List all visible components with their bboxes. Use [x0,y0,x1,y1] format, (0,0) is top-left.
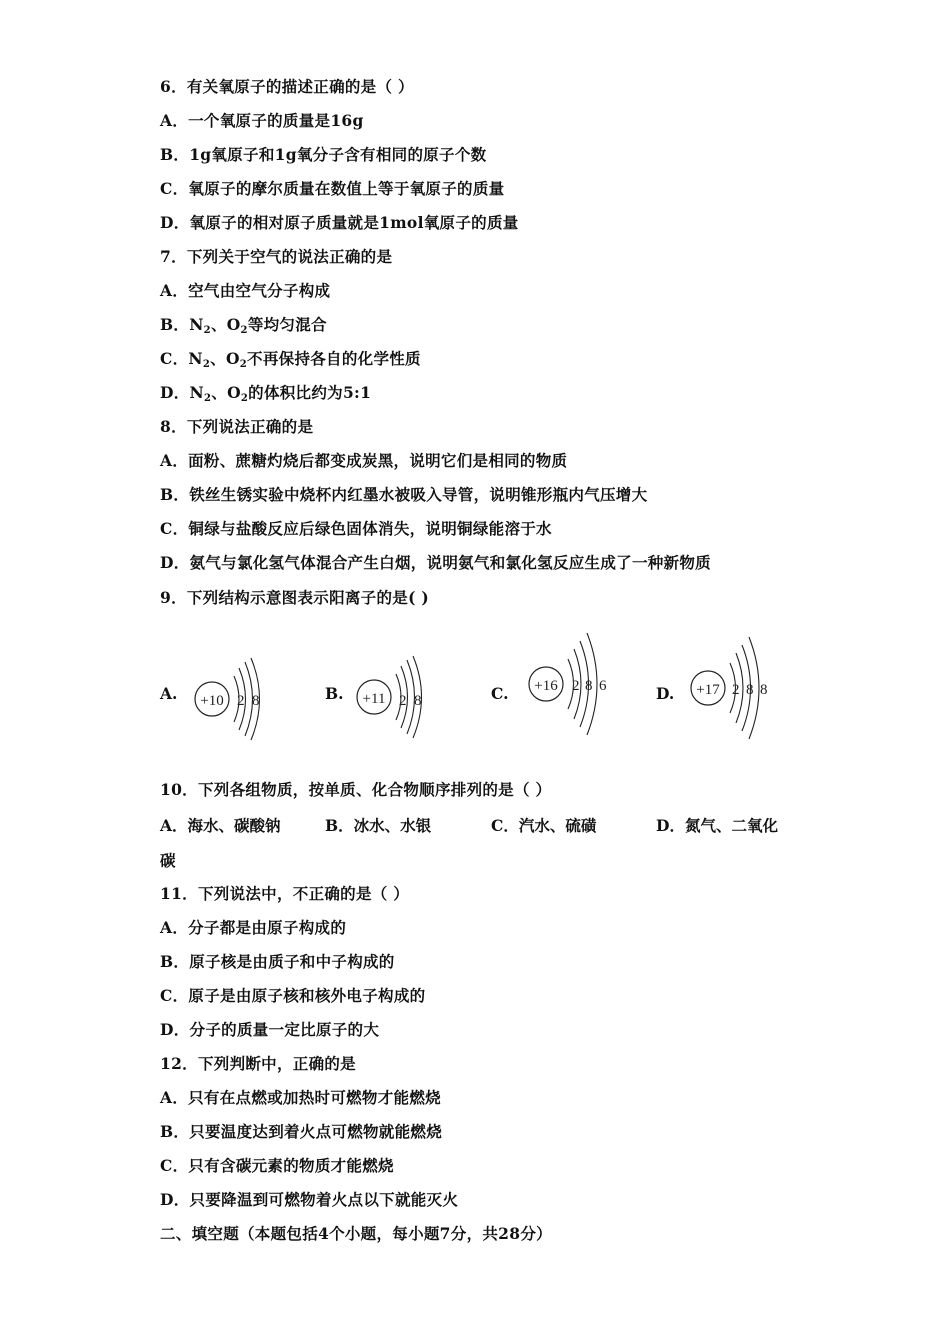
q6-option-a: A．一个氧原子的质量是16g [160,111,364,130]
q10-option-a: A．海水、碳酸钠 [160,816,281,835]
q9-option-a-label: A. [160,684,178,703]
q9-c-shell-1: 2 [572,678,580,694]
q9-atom-diagram-d [686,630,786,745]
q9-atom-diagram-a [190,650,280,750]
q6-option-d: D．氧原子的相对原子质量就是1mol氧原子的质量 [160,213,519,232]
q11-option-b: B．原子核是由质子和中子构成的 [160,952,395,971]
q9-a-nucleus: +10 [200,693,224,709]
q12-stem: 12．下列判断中，正确的是 [160,1054,356,1073]
q6-stem: 6．有关氧原子的描述正确的是（ ） [160,77,414,96]
q12-option-d: D．只要降温到可燃物着火点以下就能灭火 [160,1190,459,1209]
q9-option-c-label: C. [491,684,509,703]
q9-d-shell-3: 8 [760,682,768,698]
q9-a-shell-2: 8 [252,693,260,709]
q8-stem: 8．下列说法正确的是 [160,417,314,436]
q9-atom-diagram-b [352,650,442,750]
q7-option-a: A．空气由空气分子构成 [160,281,331,300]
q10-stem: 10．下列各组物质，按单质、化合物顺序排列的是（ ） [160,780,552,799]
q10-option-b: B．冰水、水银 [325,816,432,835]
q12-option-c: C．只有含碳元素的物质才能燃烧 [160,1156,394,1175]
q9-b-shell-2: 8 [414,693,422,709]
q9-d-shell-2: 8 [746,682,754,698]
q9-a-shell-1: 2 [237,693,245,709]
q9-b-nucleus: +11 [362,691,386,707]
q6-option-b: B．1g氧原子和1g氧分子含有相同的原子个数 [160,145,487,164]
q8-option-b: B．铁丝生锈实验中烧杯内红墨水被吸入导管，说明锥形瓶内气压增大 [160,485,648,504]
q6-option-c: C．氧原子的摩尔质量在数值上等于氧原子的质量 [160,179,505,198]
q11-option-d: D．分子的质量一定比原子的大 [160,1020,380,1039]
q7-stem: 7．下列关于空气的说法正确的是 [160,247,393,266]
q9-option-b-label: B. [325,684,344,703]
q11-option-c: C．原子是由原子核和核外电子构成的 [160,986,426,1005]
q9-d-shell-1: 2 [732,682,740,698]
q10-option-c: C．汽水、硫磺 [491,816,597,835]
section-2-heading: 二、填空题（本题包括4个小题，每小题7分，共28分） [160,1224,552,1243]
q10-option-d: D．氮气、二氧化 [656,816,778,835]
q12-option-a: A．只有在点燃或加热时可燃物才能燃烧 [160,1088,441,1107]
q9-c-shell-2: 8 [585,678,593,694]
q8-option-a: A．面粉、蔗糖灼烧后都变成炭黑，说明它们是相同的物质 [160,451,568,470]
q11-option-a: A．分子都是由原子构成的 [160,918,347,937]
q9-atom-diagram-c [522,625,622,735]
q7-option-d: D．$N_2$、$O_2$的体积比约为5:1 [160,383,372,404]
q9-b-shell-1: 2 [399,693,407,709]
q11-stem: 11．下列说法中，不正确的是（ ） [160,884,410,903]
q12-option-b: B．只要温度达到着火点可燃物就能燃烧 [160,1122,443,1141]
q7-option-b: B．$N_2$、$O_2$等均匀混合 [160,315,327,336]
q9-c-nucleus: +16 [534,678,558,694]
q7-option-c: C．$N_2$、$O_2$不再保持各自的化学性质 [160,349,421,370]
q9-option-d-label: D. [656,684,675,703]
q10-option-d-wrap: 碳 [160,851,176,870]
q10-options-row [0,814,950,834]
q8-option-d: D．氨气与氯化氢气体混合产生白烟，说明氨气和氯化氢反应生成了一种新物质 [160,553,711,572]
q9-c-shell-3: 6 [599,678,607,694]
q8-option-c: C．铜绿与盐酸反应后绿色固体消失，说明铜绿能溶于水 [160,519,552,538]
q9-d-nucleus: +17 [696,682,720,698]
q9-stem: 9．下列结构示意图表示阳离子的是( ) [160,588,430,607]
